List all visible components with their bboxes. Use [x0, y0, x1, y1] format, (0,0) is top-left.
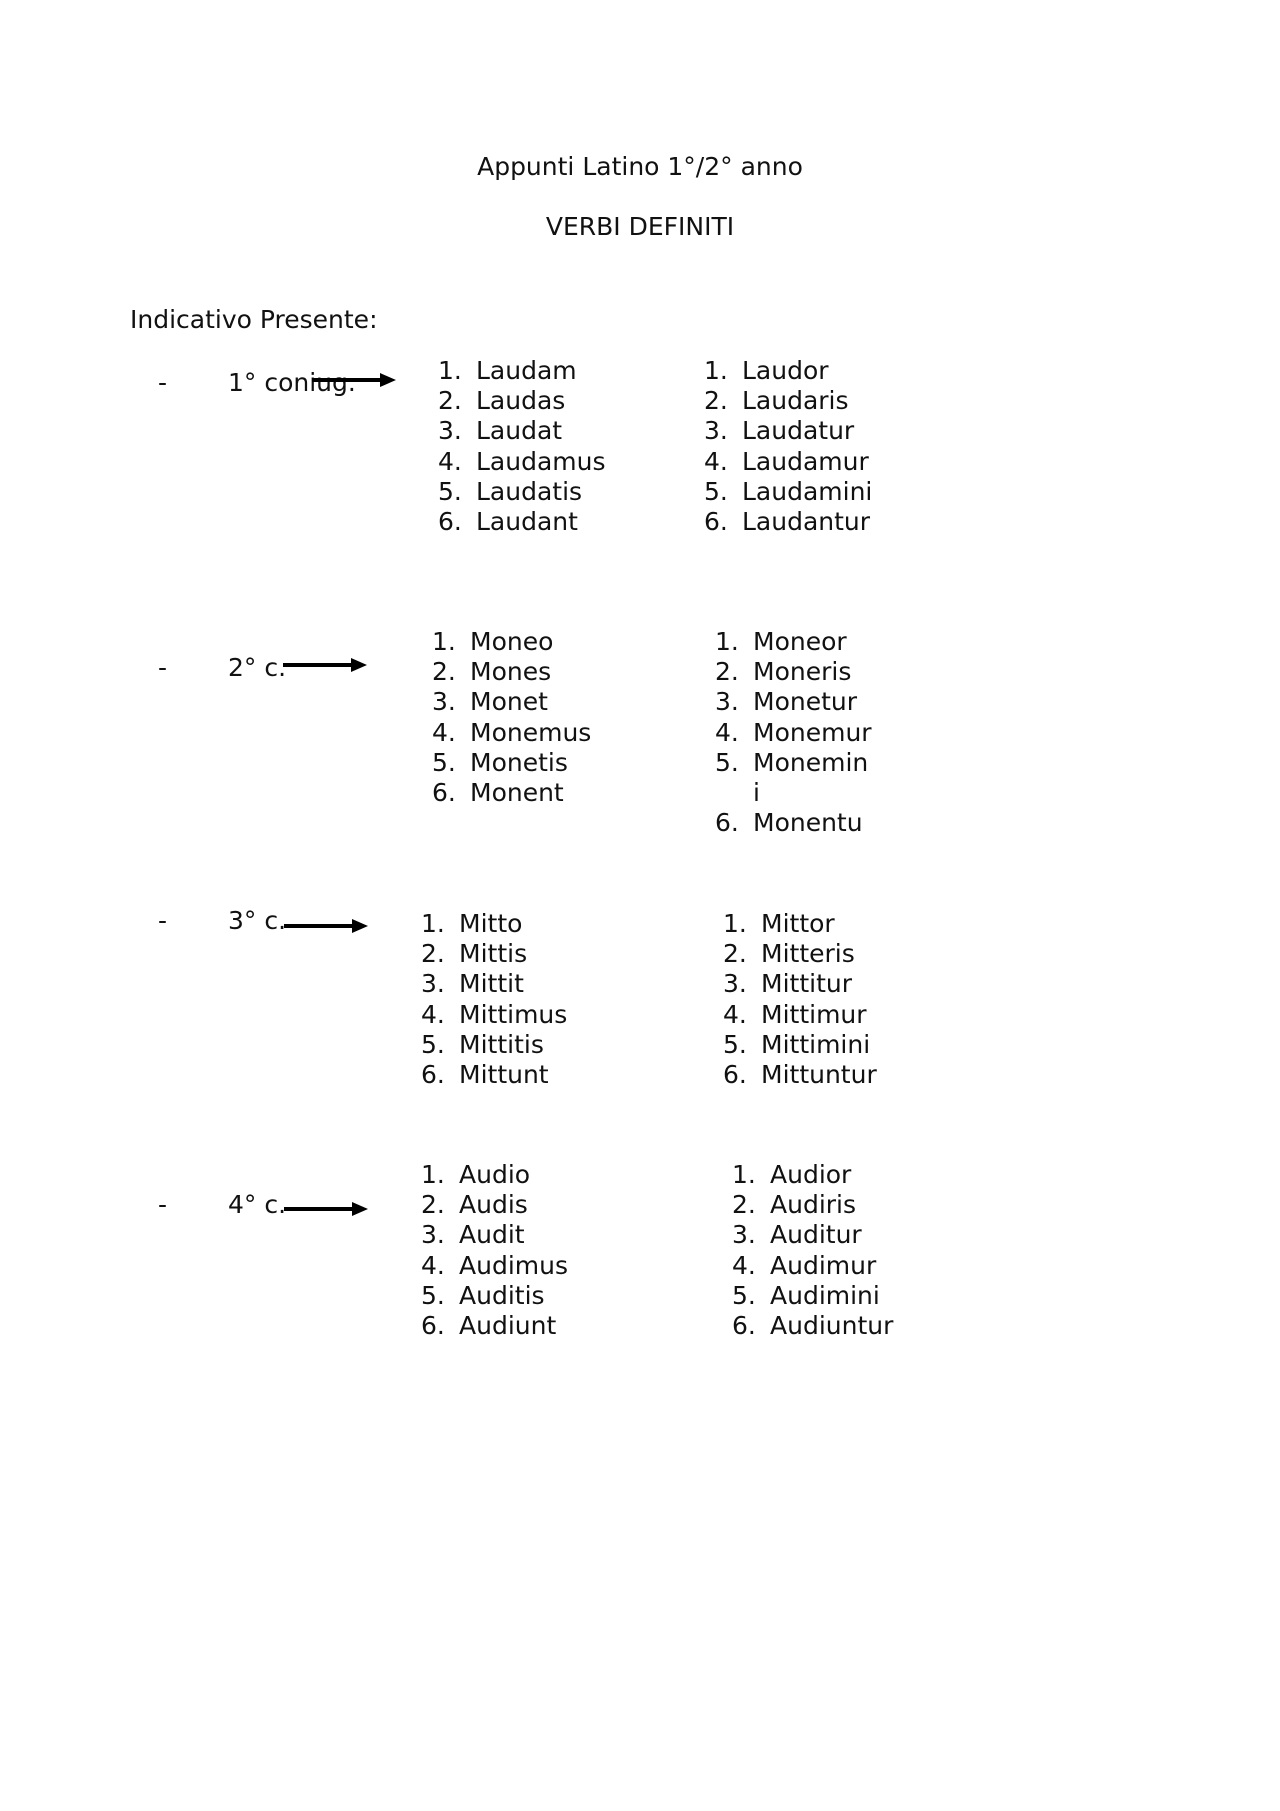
list-item: 4. Audimus	[421, 1250, 568, 1280]
arrow-right-icon	[284, 1202, 368, 1216]
active-forms-list	[438, 356, 606, 537]
passive-forms-list	[723, 909, 877, 1090]
list-item: 2. Audis	[421, 1190, 528, 1220]
list-item: 4. Audimur	[732, 1250, 877, 1280]
conjugation-label	[158, 906, 286, 936]
active-forms-list	[421, 909, 567, 1090]
section-label: Indicativo Presente:	[130, 305, 378, 334]
list-item: 2. Mones	[432, 657, 552, 687]
conjugation-name: 1° coniug.	[228, 368, 356, 397]
list-item: 1. Laudam	[438, 356, 577, 385]
list-item: 1. Audio	[421, 1160, 531, 1189]
list-item: 6. Mittuntur	[723, 1060, 877, 1090]
list-item: 1. Moneor	[715, 627, 847, 656]
list-item: 5. Monetis	[432, 747, 568, 777]
active-forms-list	[421, 1160, 568, 1341]
list-item: 3. Laudat	[438, 416, 563, 446]
list-item: 3. Mittitur	[723, 969, 852, 999]
list-item: 3. Audit	[421, 1220, 525, 1250]
list-item: 5. Audimini	[732, 1280, 880, 1310]
list-item: 2. Moneris	[715, 657, 852, 687]
list-item: 6. Mittunt	[421, 1060, 549, 1090]
list-item: 6. Monentu	[715, 808, 863, 838]
conjugation-label	[158, 1190, 286, 1220]
list-item: 4. Monemur	[715, 717, 872, 747]
list-item: 1. Mittor	[723, 909, 835, 938]
list-bullet: -	[158, 1190, 168, 1219]
conjugation-label	[158, 653, 286, 683]
list-item: 3. Auditur	[732, 1220, 862, 1250]
passive-forms-list	[732, 1160, 893, 1341]
list-item: 3. Monetur	[715, 687, 858, 717]
list-bullet: -	[158, 368, 168, 397]
list-item: 2. Mittis	[421, 939, 528, 969]
list-item: 1. Moneo	[432, 627, 554, 656]
list-item: 5. Laudatis	[438, 476, 583, 506]
arrow-right-icon	[284, 919, 368, 933]
list-item: 1. Audior	[732, 1160, 852, 1189]
list-bullet: -	[158, 906, 168, 935]
list-item: 2. Laudaris	[704, 386, 849, 416]
active-forms-list	[432, 627, 591, 808]
list-item: 6. Laudant	[438, 507, 578, 537]
list-item: 3. Laudatur	[704, 416, 855, 446]
arrow-right-icon	[312, 373, 396, 387]
list-item: 6. Laudantur	[704, 507, 871, 537]
list-item: 6. Audiunt	[421, 1311, 557, 1341]
list-item: 5. Mittitis	[421, 1029, 544, 1059]
list-item: 3. Mittit	[421, 969, 524, 999]
list-bullet: -	[158, 653, 168, 682]
list-item: 6. Monent	[432, 778, 564, 808]
list-item: 5. Mittimini	[723, 1029, 871, 1059]
document-title: Appunti Latino 1°/2° anno	[477, 152, 803, 181]
list-item: 1. Laudor	[704, 356, 829, 385]
conjugation-name: 2° c.	[228, 653, 287, 682]
arrow-right-icon	[283, 658, 367, 672]
list-item: 6. Audiuntur	[732, 1311, 894, 1341]
list-item: 1. Mitto	[421, 909, 523, 938]
list-item: 2. Audiris	[732, 1190, 857, 1220]
list-item: 4. Laudamur	[704, 446, 869, 476]
conjugation-name: 4° c.	[228, 1190, 287, 1219]
list-item: 2. Laudas	[438, 386, 566, 416]
list-item: 2. Mitteris	[723, 939, 855, 969]
list-item: 4. Mittimus	[421, 999, 568, 1029]
list-item: 3. Monet	[432, 687, 548, 717]
list-item: 4. Mittimur	[723, 999, 867, 1029]
list-item: 5. Auditis	[421, 1280, 545, 1310]
document-subtitle: VERBI DEFINITI	[545, 212, 735, 241]
passive-forms-list	[715, 627, 873, 838]
list-item: 5. Monemin i	[715, 747, 869, 808]
list-item: 4. Monemus	[432, 717, 592, 747]
conjugation-name: 3° c.	[228, 906, 287, 935]
passive-forms-list	[704, 356, 872, 537]
list-item: 5. Laudamini	[704, 476, 873, 506]
list-item: 4. Laudamus	[438, 446, 606, 476]
